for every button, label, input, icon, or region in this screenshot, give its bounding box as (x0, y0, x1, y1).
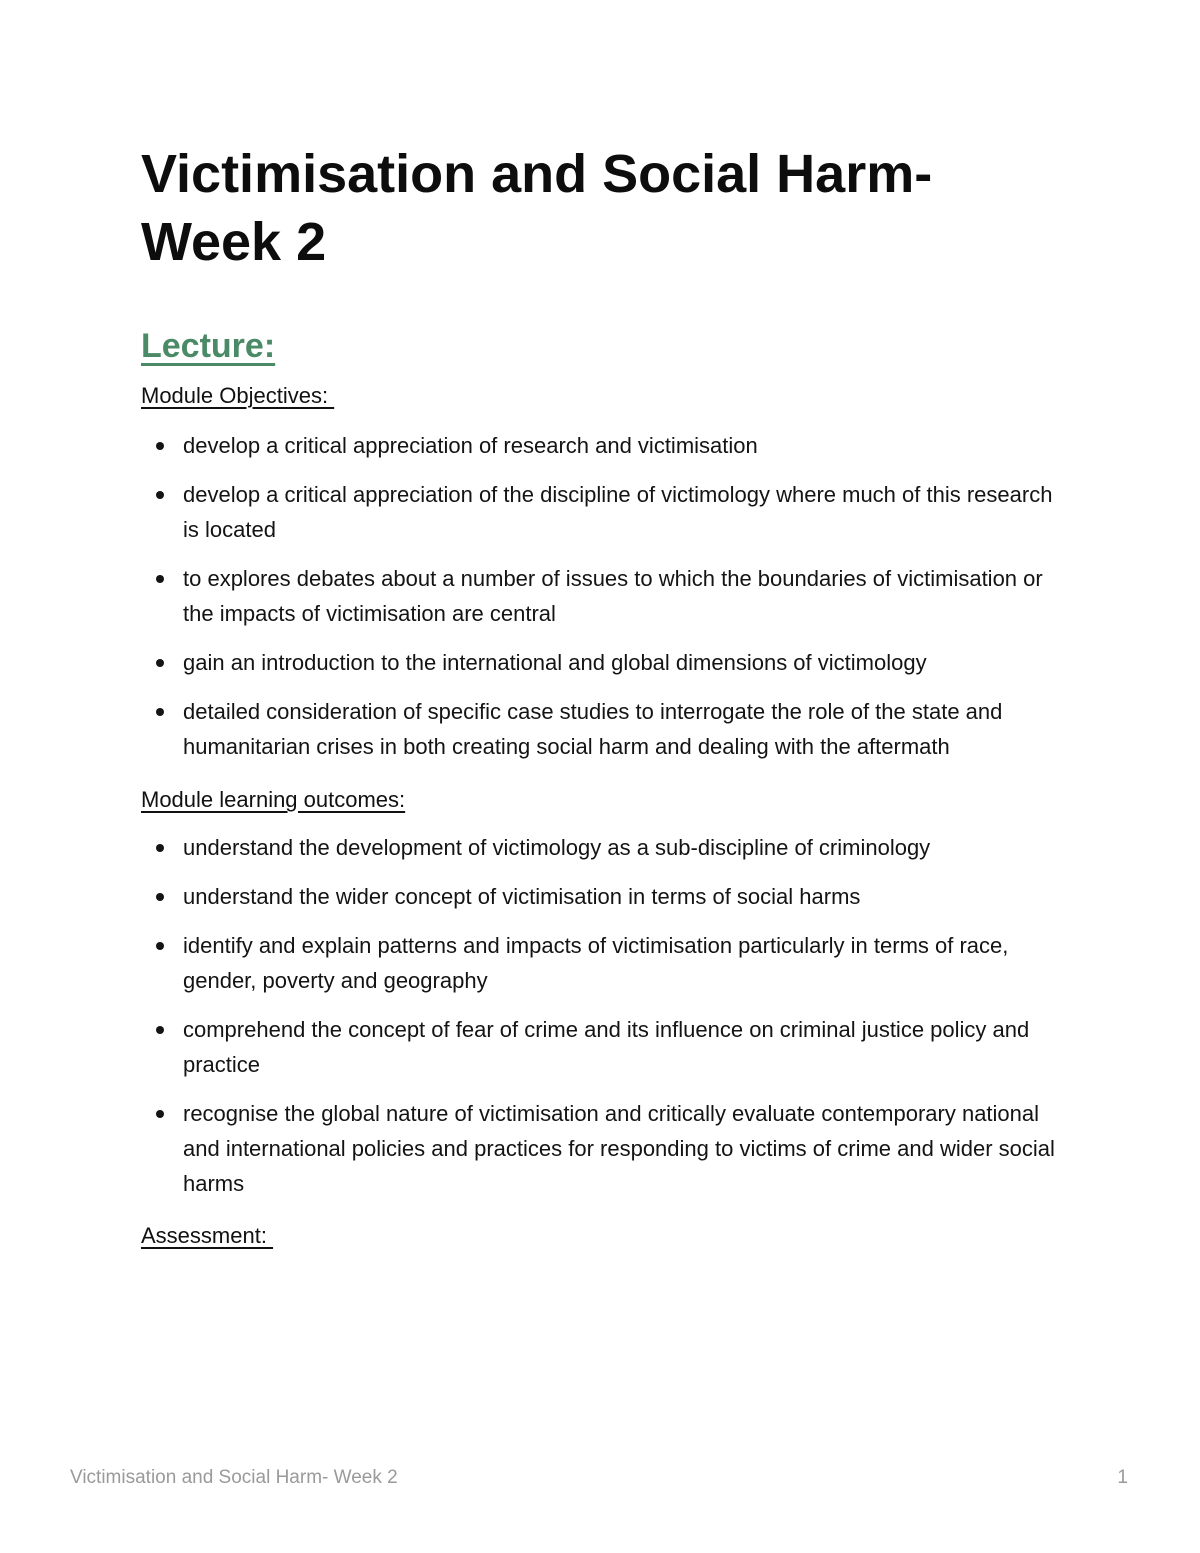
list-item: comprehend the concept of fear of crime and its influence on criminal justice policy and practice (141, 1012, 1071, 1082)
learning-outcomes-heading: Module learning outcomes: (141, 787, 406, 812)
section-heading-lecture: Lecture: (141, 327, 276, 365)
title-line-2: Week 2 (141, 212, 327, 272)
list-item: gain an introduction to the international and global dimensions of victimology (141, 645, 1071, 680)
list-item: recognise the global nature of victimisation and critically evaluate contemporary national and international policies and practices for responding to victims of crime and wider social harms (141, 1096, 1071, 1201)
list-item: detailed consideration of specific case studies to interrogate the role of the state and humanitarian crises in both creating social harm and dealing with the aftermath (141, 694, 1071, 764)
module-objectives-heading: Module Objectives: (141, 383, 335, 408)
list-item: understand the wider concept of victimisation in terms of social harms (141, 879, 1071, 914)
title-line-1: Victimisation and Social Harm- (141, 144, 933, 204)
list-item: to explores debates about a number of issues to which the boundaries of victimisation or the impacts of victimisation are central (141, 561, 1071, 631)
assessment-heading: Assessment: (141, 1223, 274, 1248)
footer-page-number: 1 (1117, 1467, 1128, 1488)
list-item: develop a critical appreciation of research and victimisation (141, 428, 1071, 463)
learning-outcomes-list (141, 830, 1071, 1215)
document-title (141, 140, 1101, 276)
list-item: understand the development of victimology as a sub-discipline of criminology (141, 830, 1071, 865)
list-item: identify and explain patterns and impacts of victimisation particularly in terms of race, gender, poverty and geography (141, 928, 1071, 998)
list-item: develop a critical appreciation of the discipline of victimology where much of this research is located (141, 477, 1071, 547)
footer-document-name: Victimisation and Social Harm- Week 2 (70, 1467, 398, 1488)
module-objectives-list (141, 428, 1071, 778)
